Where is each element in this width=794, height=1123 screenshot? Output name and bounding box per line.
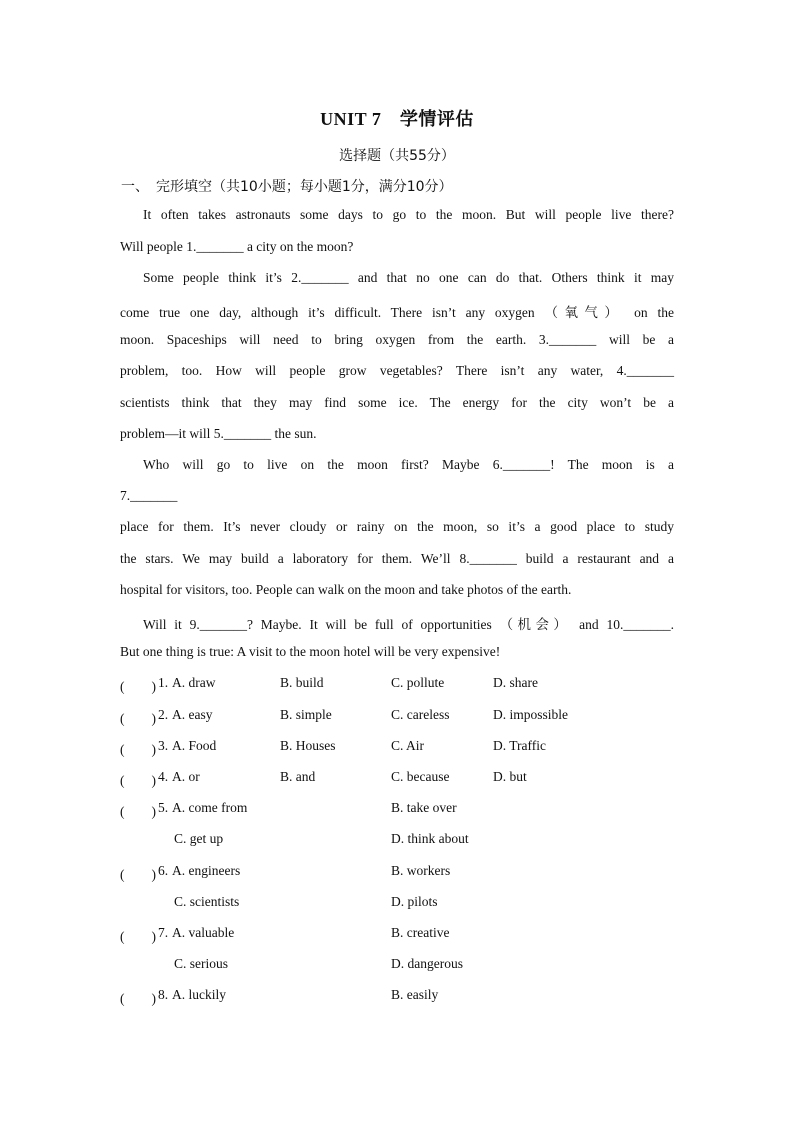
option-d: D. share: [493, 675, 538, 690]
option-b: B. Houses: [280, 738, 336, 753]
page-title: UNIT 7 学情评估: [320, 109, 474, 129]
option-a: A. easy: [172, 707, 213, 722]
option-a: A. come from: [172, 800, 248, 815]
question-number: 2.: [158, 707, 169, 722]
question-number: 4.: [158, 769, 169, 784]
question-number: 7.: [158, 925, 169, 940]
option-c: C. because: [391, 769, 450, 784]
option-b: B. easily: [391, 987, 439, 1002]
question-number: 3.: [158, 738, 169, 753]
answer-paren[interactable]: ( ): [120, 929, 156, 944]
passage-line: come true one day, although it’s difficult. There isn’t any oxygen （氧气） on the: [120, 305, 674, 320]
passage-line: the stars. We may build a laboratory for them. We’ll 8._______ build a restaurant and a: [120, 551, 674, 566]
passage-line: It often takes astronauts some days to go to the moon. But will people live there?: [143, 207, 674, 222]
answer-paren[interactable]: ( ): [120, 711, 156, 726]
option-b: B. take over: [391, 800, 457, 815]
passage-line: But one thing is true: A visit to the moon hotel will be very expensive!: [120, 644, 501, 659]
option-d: D. dangerous: [391, 956, 463, 971]
answer-paren[interactable]: ( ): [120, 804, 156, 819]
passage-line: hospital for visitors, too. People can walk on the moon and take photos of the earth.: [120, 582, 572, 597]
question-number: 1.: [158, 675, 169, 690]
passage-line: scientists think that they may find some ice. The energy for the city won’t be a: [120, 395, 674, 410]
option-d: D. Traffic: [493, 738, 547, 753]
section-heading: 一、 完形填空（共10小题；每小题1分，满分10分）: [121, 179, 453, 195]
option-d: D. think about: [391, 831, 469, 846]
page-subtitle: 选择题（共55分）: [339, 148, 455, 164]
option-a: A. or: [172, 769, 200, 784]
passage-line: Some people think it’s 2._______ and that no one can do that. Others think it may: [143, 270, 674, 285]
option-d: D. but: [493, 769, 527, 784]
passage-line: Will it 9._______? Maybe. It will be full of opportunities （机会） and 10._______.: [143, 617, 674, 632]
question-number: 6.: [158, 863, 169, 878]
option-d: D. pilots: [391, 894, 438, 909]
question-number: 5.: [158, 800, 169, 815]
option-a: A. luckily: [172, 987, 226, 1002]
option-b: B. and: [280, 769, 316, 784]
option-b: B. workers: [391, 863, 451, 878]
passage-line: moon. Spaceships will need to bring oxygen from the earth. 3._______ will be a: [120, 332, 674, 347]
answer-paren[interactable]: ( ): [120, 991, 156, 1006]
passage-line: problem—it will 5._______ the sun.: [120, 426, 317, 441]
option-c: C. serious: [174, 956, 228, 971]
option-d: D. impossible: [493, 707, 569, 722]
option-a: A. draw: [172, 675, 216, 690]
option-c: C. scientists: [174, 894, 240, 909]
passage-line: Will people 1._______ a city on the moon?: [120, 239, 354, 254]
option-b: B. creative: [391, 925, 450, 940]
option-c: C. Air: [391, 738, 425, 753]
option-c: C. get up: [174, 831, 224, 846]
option-a: A. Food: [172, 738, 217, 753]
option-c: C. careless: [391, 707, 450, 722]
option-c: C. pollute: [391, 675, 445, 690]
option-a: A. engineers: [172, 863, 241, 878]
answer-paren[interactable]: ( ): [120, 742, 156, 757]
question-number: 8.: [158, 987, 169, 1002]
passage-line: Who will go to live on the moon first? Maybe 6._______! The moon is a: [143, 457, 674, 472]
option-b: B. simple: [280, 707, 332, 722]
answer-paren[interactable]: ( ): [120, 679, 156, 694]
passage-line: place for them. It’s never cloudy or rainy on the moon, so it’s a good place to study: [120, 519, 674, 534]
option-a: A. valuable: [172, 925, 235, 940]
passage-line: 7._______: [120, 488, 178, 503]
answer-paren[interactable]: ( ): [120, 773, 156, 788]
option-b: B. build: [280, 675, 324, 690]
passage-line: problem, too. How will people grow vegetables? There isn’t any water, 4._______: [120, 363, 674, 378]
answer-paren[interactable]: ( ): [120, 867, 156, 882]
